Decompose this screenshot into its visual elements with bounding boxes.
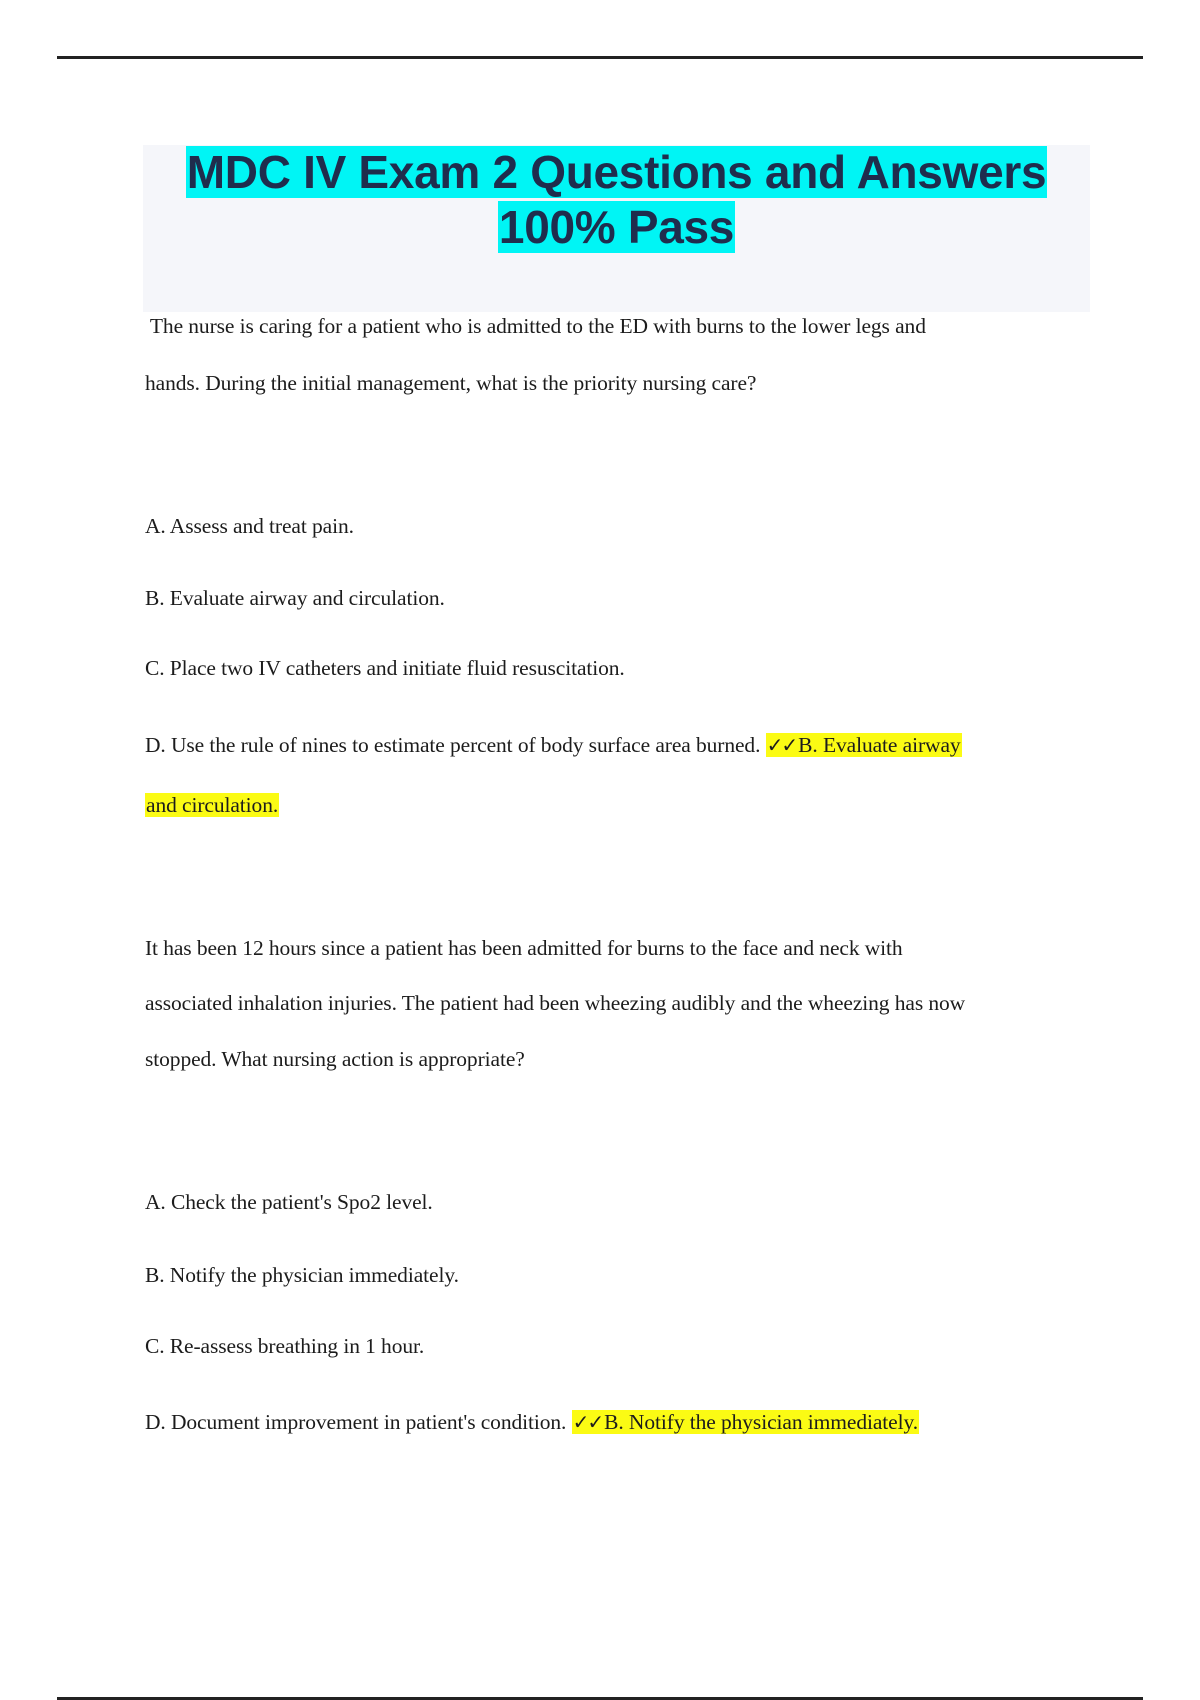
check-check-icon: ✓✓ — [572, 1410, 603, 1434]
question-1-option-d-row — [145, 731, 962, 759]
question-1-answer-text-1: B. Evaluate airway — [798, 733, 961, 757]
question-1-stem-line-1: The nurse is caring for a patient who is admitted to the ED with burns to the lower legs and — [145, 314, 926, 338]
question-1-answer — [766, 733, 962, 757]
question-2-answer — [572, 1410, 919, 1434]
check-check-icon: ✓✓ — [766, 733, 797, 757]
question-1-answer-text-2: and circulation. — [146, 793, 279, 817]
top-rule — [57, 56, 1143, 59]
question-2-option-d: D. Document improvement in patient's condition. — [145, 1410, 567, 1434]
title-line-1: MDC IV Exam 2 Questions and Answers — [186, 146, 1047, 198]
question-1-option-a: A. Assess and treat pain. — [145, 514, 354, 538]
title-block — [143, 145, 1090, 312]
question-2-stem-line-2: associated inhalation injuries. The patient had been wheezing audibly and the wheezing has now — [145, 991, 966, 1015]
question-2-option-d-row — [145, 1408, 919, 1436]
question-2-stem-line-1: It has been 12 hours since a patient has been admitted for burns to the face and neck with — [145, 936, 903, 960]
question-2-option-c: C. Re-assess breathing in 1 hour. — [145, 1334, 425, 1358]
title-line-2: 100% Pass — [498, 201, 735, 253]
question-1-option-c: C. Place two IV catheters and initiate fluid resuscitation. — [145, 656, 625, 680]
question-2-answer-text: B. Notify the physician immediately. — [604, 1410, 919, 1434]
question-1-option-b: B. Evaluate airway and circulation. — [145, 586, 445, 610]
question-2-option-a: A. Check the patient's Spo2 level. — [145, 1190, 433, 1214]
page-title — [143, 145, 1090, 255]
question-1-option-d: D. Use the rule of nines to estimate percent of body surface area burned. — [145, 733, 761, 757]
question-2-stem-line-3: stopped. What nursing action is appropriate? — [145, 1047, 525, 1071]
question-1-answer-row-2 — [145, 791, 279, 819]
question-2-option-b: B. Notify the physician immediately. — [145, 1263, 459, 1287]
question-1-stem-line-2: hands. During the initial management, what is the priority nursing care? — [145, 371, 757, 395]
